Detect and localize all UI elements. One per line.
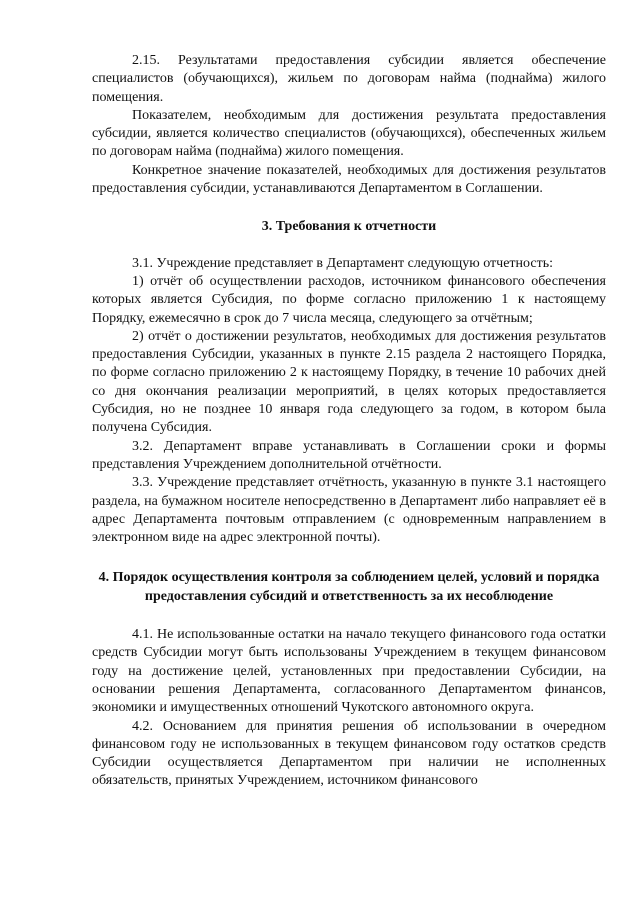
paragraph-3-3: 3.3. Учреждение представляет отчётность, указанную в пункте 3.1 настоящего раздела, на бумажном носителе непосредственно в Департамент либо направляет её в адрес Департамента почтовым отправлением (с одновременным направлением в электронном виде на адрес электронной почты). (92, 475, 606, 546)
section-3-heading: 3. Требования к отчетности (261, 219, 437, 235)
section-4-heading: 4. Порядок осуществления контроля за соблюдением целей, условий и порядка предоставления субсидий и ответственность за их несоблюдение (98, 570, 600, 604)
paragraph-2-15: 2.15. Результатами предоставления субсидии является обеспечение специалистов (обучающихся), жильем по договорам найма (поднайма) жилого помещения. (92, 53, 606, 105)
paragraph-3-1: 3.1. Учреждение представляет в Департамент следующую отчетность: (132, 255, 553, 271)
paragraph-indicator: Показателем, необходимым для достижения результата предоставления субсидии, является количество специалистов (обучающихся), обеспеченных жильем по договорам найма (поднайма) жилого помещения. (92, 107, 606, 160)
paragraph-4-2: 4.2. Основанием для принятия решения об использовании в очередном финансовом году не использованных в текущем финансовом году остатков средств Субсидии осуществляется Департаментом при наличии не исполненных обязательств, принятых Учреждением, источником финансового (92, 718, 606, 789)
paragraph-specific-value: Конкретное значение показателей, необходимых для достижения результатов предоставления субсидии, устанавливаются Департаментом в Соглашении. (92, 162, 606, 197)
paragraph-4-1: 4.1. Не использованные остатки на начало текущего финансового года остатки средств Субсидии могут быть использованы Учреждением в текущем финансовом году на достижение целей, установленных при предоставлении Субсидии, на основании решения Департамента, согласованного Департаментом финансов, экономики и имущественных отношений Чукотского автономного округа. (92, 627, 606, 716)
paragraph-3-1-item-2: 2) отчёт о достижении результатов, необходимых для достижения результатов предоставления Субсидии, указанных в пункте 2.15 раздела 2 настоящего Порядка, по форме согласно приложению 2 к настоящему Порядку, в течение 10 рабочих дней со дня окончания реализации мероприятий, в целях которых предоставляется Субсидия, но не позднее 10 января года следующего за годом, в котором была получена Субсидия. (92, 328, 606, 436)
paragraph-3-1-item-1: 1) отчёт об осуществлении расходов, источником финансового обеспечения которых является Субсидия, по форме согласно приложению 1 к настоящему Порядку, ежемесячно в срок до 7 числа месяца, следующего за отчётным; (92, 273, 606, 326)
paragraph-3-2: 3.2. Департамент вправе устанавливать в Соглашении сроки и формы представления Учреждением дополнительной отчётности. (92, 438, 606, 472)
